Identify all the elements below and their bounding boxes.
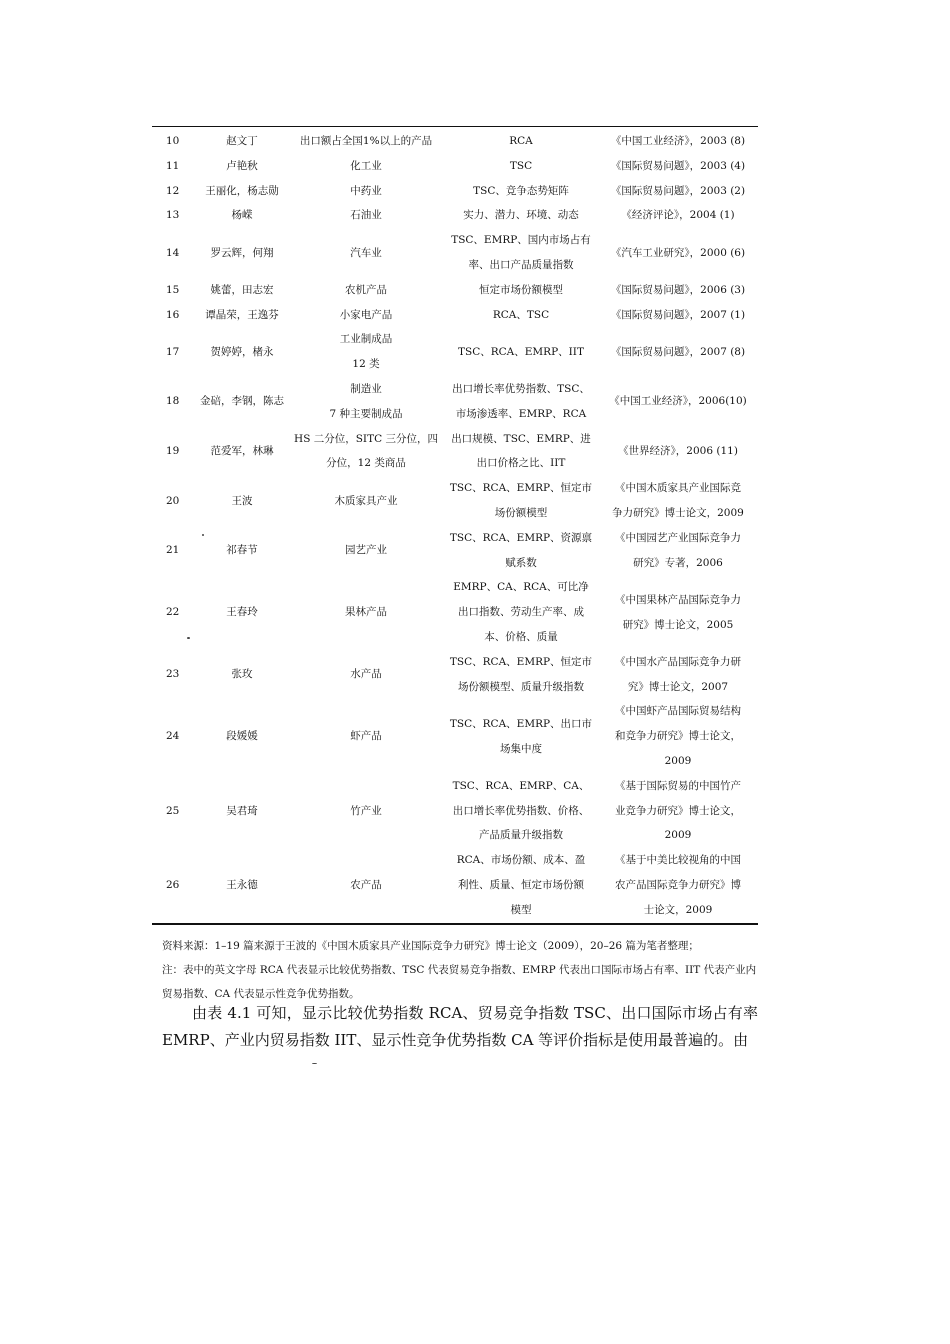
row-author: 吴君琦 <box>226 804 258 817</box>
table-row <box>152 699 758 773</box>
row-number: 26 <box>166 878 180 891</box>
row-indicators: 恒定市场份额模型 <box>479 283 563 296</box>
scan-speck <box>312 1063 317 1064</box>
row-object: 化工业 <box>350 159 382 172</box>
table-row <box>152 476 758 526</box>
row-indicators: TSC、RCA、EMRP、IIT <box>458 345 584 358</box>
row-number: 15 <box>166 283 180 296</box>
row-author: 赵文丁 <box>226 135 258 147</box>
table-row <box>152 650 758 700</box>
row-object: 木质家具产业 <box>334 494 398 507</box>
scan-speck <box>202 534 204 536</box>
table-row <box>152 303 758 328</box>
abbreviation-note: 注：表中的英文字母 RCA 代表显示比较优势指数、TSC 代表贸易竞争指数、EMRP 代表出口国际市场占有率、IIT 代表产业内贸易指数、CA 代表显示性竞争优势指数。 <box>162 964 757 1000</box>
row-author: 谭晶荣，王逸芬 <box>205 308 279 321</box>
row-author: 王永德 <box>226 878 258 891</box>
row-indicators: RCA、TSC <box>492 308 550 321</box>
row-source: 《国际贸易问题》，2007 (1) <box>610 308 746 321</box>
row-object: 果林产品 <box>345 606 387 619</box>
row-object: 小家电产品 <box>339 308 393 321</box>
row-object: 农产品 <box>350 878 382 891</box>
row-source: 《国际贸易问题》，2006 (3) <box>610 283 746 296</box>
row-number: 23 <box>166 668 180 681</box>
row-number: 18 <box>166 395 180 408</box>
row-author: 杨嵘 <box>231 209 253 222</box>
row-source: 《中国木质家具产业国际竞 争力研究》博士论文，2009 <box>612 482 744 519</box>
table-row <box>152 154 758 179</box>
row-number: 16 <box>166 308 180 321</box>
row-number: 25 <box>166 804 180 817</box>
table-row <box>152 526 758 576</box>
row-indicators: TSC、RCA、EMRP、恒定市 场份额模型、质量升级指数 <box>449 655 593 693</box>
row-number: 11 <box>166 159 180 172</box>
row-object: 园艺产业 <box>345 544 387 557</box>
table-body <box>152 127 758 924</box>
literature-review-table <box>152 126 758 925</box>
row-source: 《中国工业经济》，2003 (8) <box>610 135 746 147</box>
row-author: 王丽化，杨志勋 <box>205 184 279 197</box>
row-object: HS 二分位，SITC 三分位，四 分位，12 类商品 <box>294 432 438 470</box>
row-object: 水产品 <box>350 668 382 681</box>
row-source: 《世界经济》，2006 (11) <box>618 444 738 457</box>
row-indicators: RCA <box>509 135 533 147</box>
row-indicators: TSC <box>509 159 533 172</box>
table-row <box>152 278 758 303</box>
row-author: 段媛媛 <box>226 730 258 743</box>
row-indicators: TSC、RCA、EMRP、出口市 场集中度 <box>449 717 593 755</box>
row-object: 虾产品 <box>350 730 382 743</box>
table-row <box>152 179 758 204</box>
row-indicators: 出口增长率优势指数、TSC、 市场渗透率、EMRP、RCA <box>452 382 590 420</box>
row-source: 《经济评论》，2004 (1) <box>621 209 735 222</box>
row-indicators: EMRP、CA、RCA、可比净 出口指数、劳动生产率、成 本、价格、质量 <box>453 581 589 643</box>
row-number: 19 <box>166 444 180 457</box>
row-number: 17 <box>166 345 180 358</box>
row-author: 罗云辉，何翔 <box>210 246 274 259</box>
row-source: 《中国果林产品国际竞争力 研究》博士论文，2005 <box>615 593 741 631</box>
row-source: 《国际贸易问题》，2007 (8) <box>610 345 746 358</box>
row-number: 12 <box>166 184 180 197</box>
row-author: 卢艳秋 <box>226 159 258 172</box>
row-object: 石油业 <box>350 209 382 222</box>
table-row <box>152 228 758 278</box>
table-notes <box>162 934 762 1006</box>
scan-speck <box>187 637 190 639</box>
row-source: 《国际贸易问题》，2003 (2) <box>610 184 746 197</box>
table-row <box>152 377 758 427</box>
table-row <box>152 427 758 477</box>
row-source: 《基于国际贸易的中国竹产 业竞争力研究》博士论文， 2009 <box>615 779 741 842</box>
row-author: 王春玲 <box>226 606 258 619</box>
row-object: 制造业 7 种主要制成品 <box>329 382 403 420</box>
table-row <box>152 774 758 848</box>
row-indicators: TSC、竞争态势矩阵 <box>473 184 569 197</box>
row-indicators: TSC、RCA、EMRP、CA、 出口增长率优势指数、价格、 产品质量升级指数 <box>452 779 590 842</box>
row-number: 24 <box>166 730 180 743</box>
row-number: 22 <box>166 606 180 619</box>
row-source: 《中国水产品国际竞争力研 究》博士论文，2007 <box>615 655 741 693</box>
row-number: 20 <box>166 494 180 507</box>
row-author: 张玫 <box>231 668 253 681</box>
row-object: 中药业 <box>350 184 382 197</box>
row-source: 《国际贸易问题》，2003 (4) <box>610 159 746 172</box>
row-indicators: 实力、潜力、环境、动态 <box>463 209 579 222</box>
row-author: 范爱军，林琳 <box>210 444 274 457</box>
table-row <box>152 575 758 649</box>
row-number: 21 <box>166 544 180 557</box>
row-source: 《中国园艺产业国际竞争力 研究》专著，2006 <box>615 531 741 569</box>
row-object: 农机产品 <box>345 283 387 296</box>
row-object: 竹产业 <box>350 804 382 817</box>
row-source: 《基于中美比较视角的中国 农产品国际竞争力研究》博 士论文，2009 <box>615 854 741 916</box>
row-indicators: RCA、市场份额、成本、盈 利性、质量、恒定市场份额 模型 <box>456 854 586 916</box>
row-indicators: TSC、RCA、EMRP、资源禀 赋系数 <box>449 531 593 569</box>
row-indicators: TSC、RCA、EMRP、恒定市 场份额模型 <box>449 482 593 519</box>
table-row <box>152 327 758 377</box>
table-row <box>152 127 758 154</box>
row-object: 汽车业 <box>350 246 382 259</box>
body-paragraph: 由表 4.1 可知，显示比较优势指数 RCA、贸易竞争指数 TSC、出口国际市场占有率 EMRP、产业内贸易指数 IIT、显示性竞争优势指数 CA 等评价指标是使用最普遍的。由 <box>162 1004 758 1049</box>
table-row <box>152 203 758 228</box>
row-author: 祁春节 <box>226 544 258 557</box>
row-object: 出口额占全国1%以上的产品 <box>299 135 433 147</box>
row-indicators: 出口规模、TSC、EMRP、进 出口价格之比、IIT <box>451 432 591 470</box>
row-source: 《中国虾产品国际贸易结构 和竞争力研究》博士论文， 2009 <box>615 705 741 767</box>
row-author: 姚蕾，田志宏 <box>210 283 274 296</box>
source-note: 资料来源：1–19 篇来源于王波的《中国木质家具产业国际竞争力研究》博士论文（2009），20–26 篇为笔者整理； <box>162 940 699 952</box>
row-number: 14 <box>166 246 180 259</box>
row-author: 贺婷婷，楮永 <box>210 345 274 358</box>
row-author: 金碚，李钢，陈志 <box>200 395 284 408</box>
row-author: 王波 <box>231 494 253 507</box>
table-row <box>152 848 758 923</box>
row-source: 《中国工业经济》，2006(10) <box>609 395 747 408</box>
row-source: 《汽车工业研究》，2000 (6) <box>610 246 746 259</box>
row-indicators: TSC、EMRP、国内市场占有 率、出口产品质量指数 <box>451 234 591 271</box>
row-number: 10 <box>166 135 180 147</box>
row-number: 13 <box>166 209 180 222</box>
row-object: 工业制成品 12 类 <box>339 333 393 371</box>
body-paragraph-block <box>162 1000 758 1054</box>
